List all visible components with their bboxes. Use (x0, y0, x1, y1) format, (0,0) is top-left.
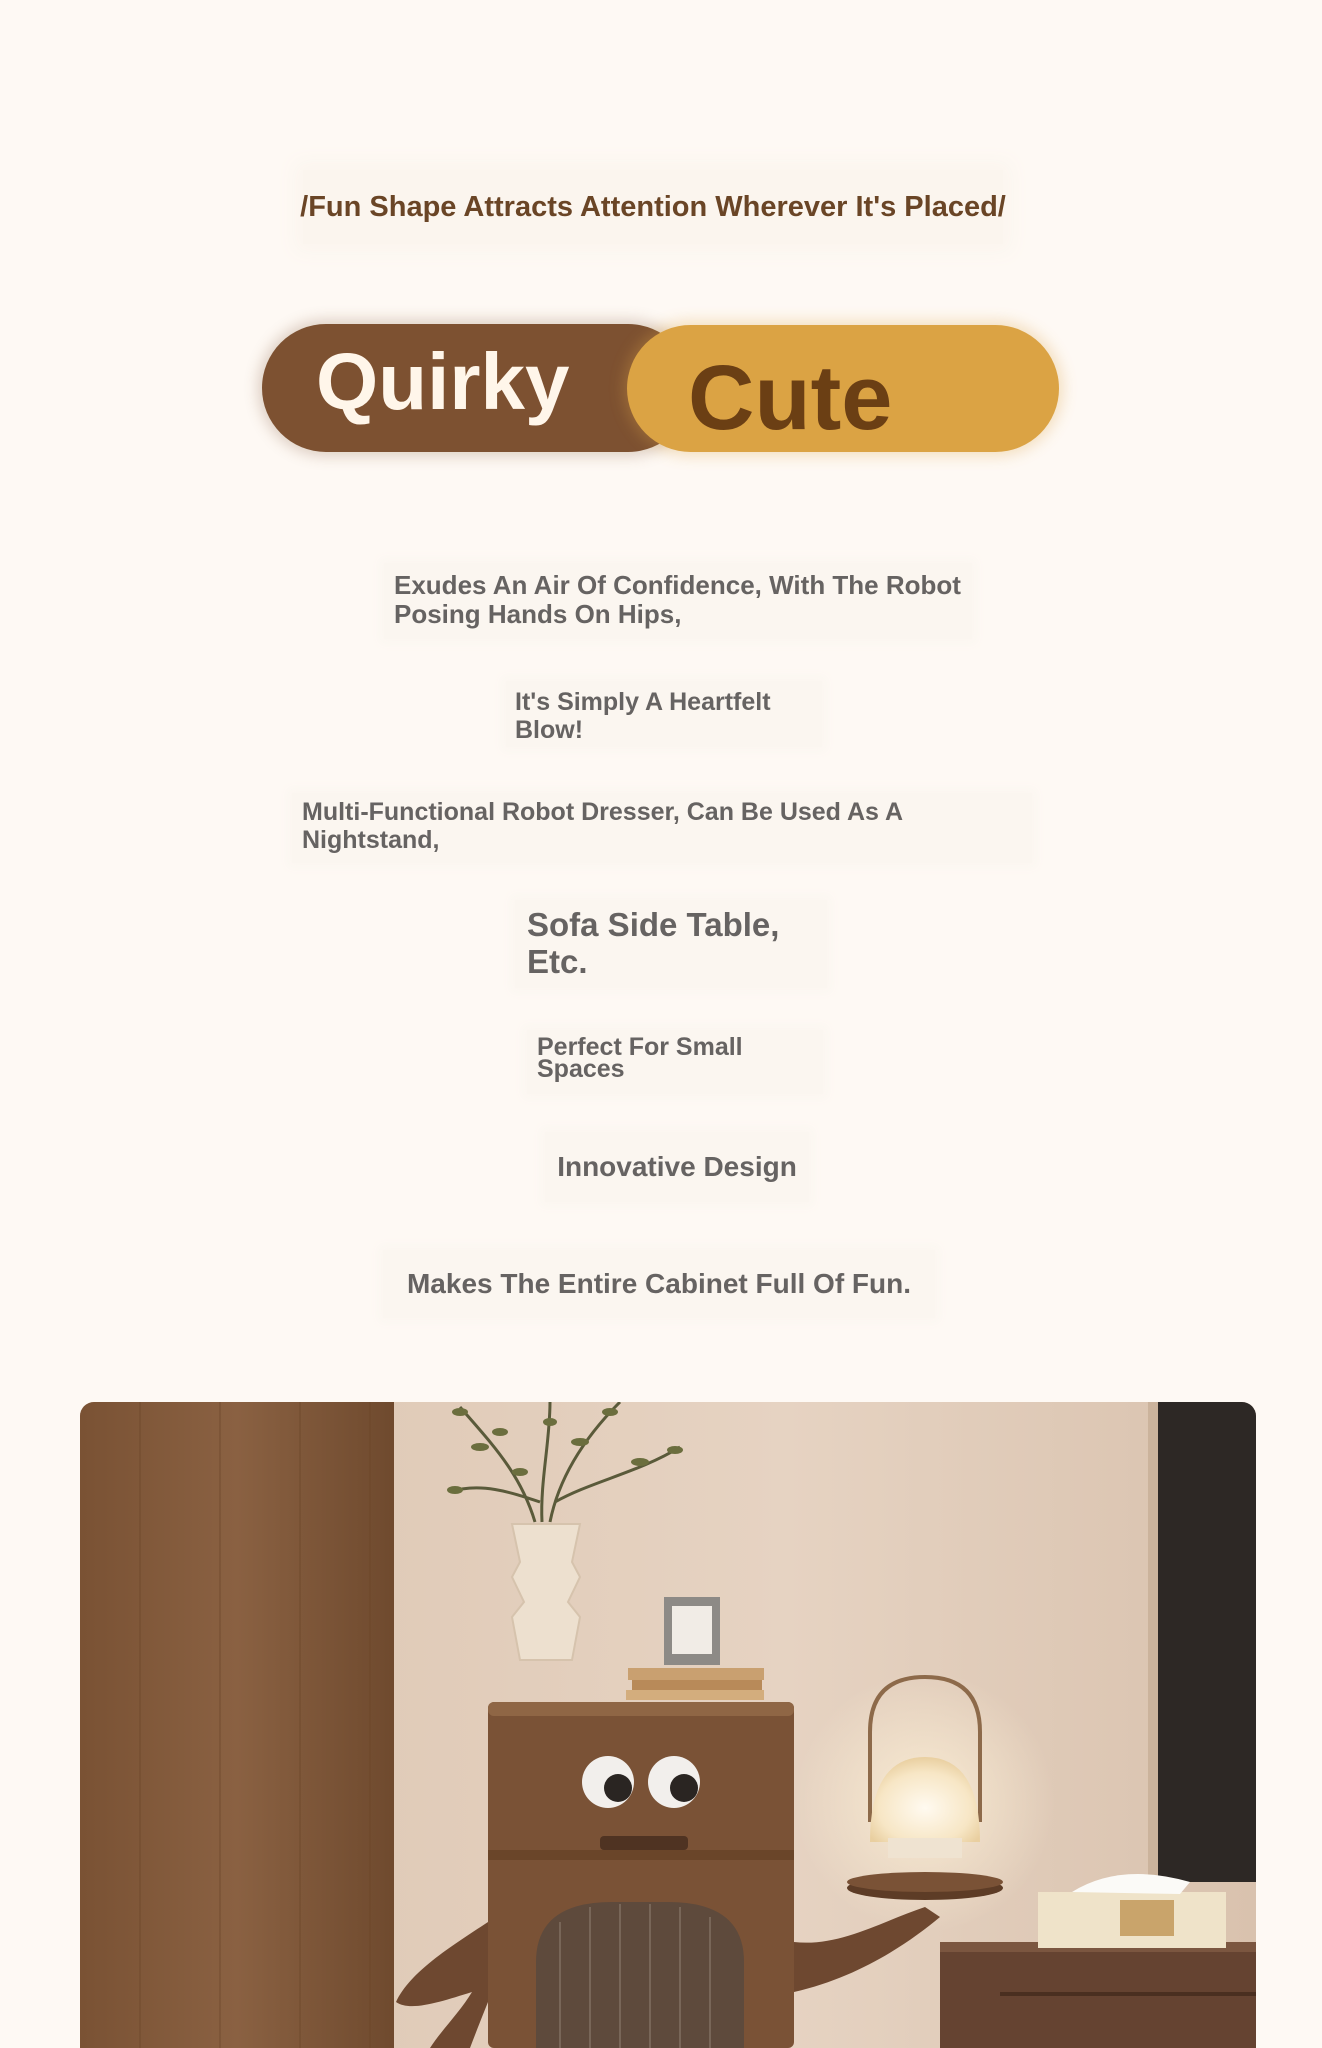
product-photo (80, 1402, 1256, 2048)
fun-line: Makes The Entire Cabinet Full Of Fun. (406, 1268, 912, 1299)
innovative-design-text (545, 1132, 809, 1202)
sofa-line-1: Sofa Side Table, (527, 906, 780, 943)
multifunctional-text (292, 793, 1032, 863)
heartfelt-line-2: Blow! (515, 716, 584, 744)
heartfelt-line-1: It's Simply A Heartfelt (515, 688, 771, 716)
sofa-line-2: Etc. (527, 943, 588, 980)
heading-text: /Fun Shape Attracts Attention Wherever It's Placed/ (300, 190, 1006, 223)
multifunctional-line-1: Multi-Functional Robot Dresser, Can Be Used As A (302, 798, 904, 826)
full-of-fun-text (383, 1250, 935, 1318)
confidence-line-2: Posing Hands On Hips, (394, 599, 682, 629)
innovative-line: Innovative Design (557, 1151, 797, 1182)
heartfelt-text (506, 681, 822, 747)
confidence-text (384, 563, 972, 639)
cute-label: Cute (688, 347, 893, 449)
small-spaces-line-2: Spaces (537, 1055, 625, 1083)
confidence-line-1: Exudes An Air Of Confidence, With The Robot (394, 570, 961, 600)
sofa-side-table-text (515, 900, 827, 988)
multifunctional-line-2: Nightstand, (302, 826, 440, 854)
section-heading (300, 170, 1006, 244)
quirky-label: Quirky (316, 337, 570, 426)
small-spaces-line-1: Perfect For Small (537, 1033, 743, 1061)
small-spaces-text (527, 1030, 823, 1094)
